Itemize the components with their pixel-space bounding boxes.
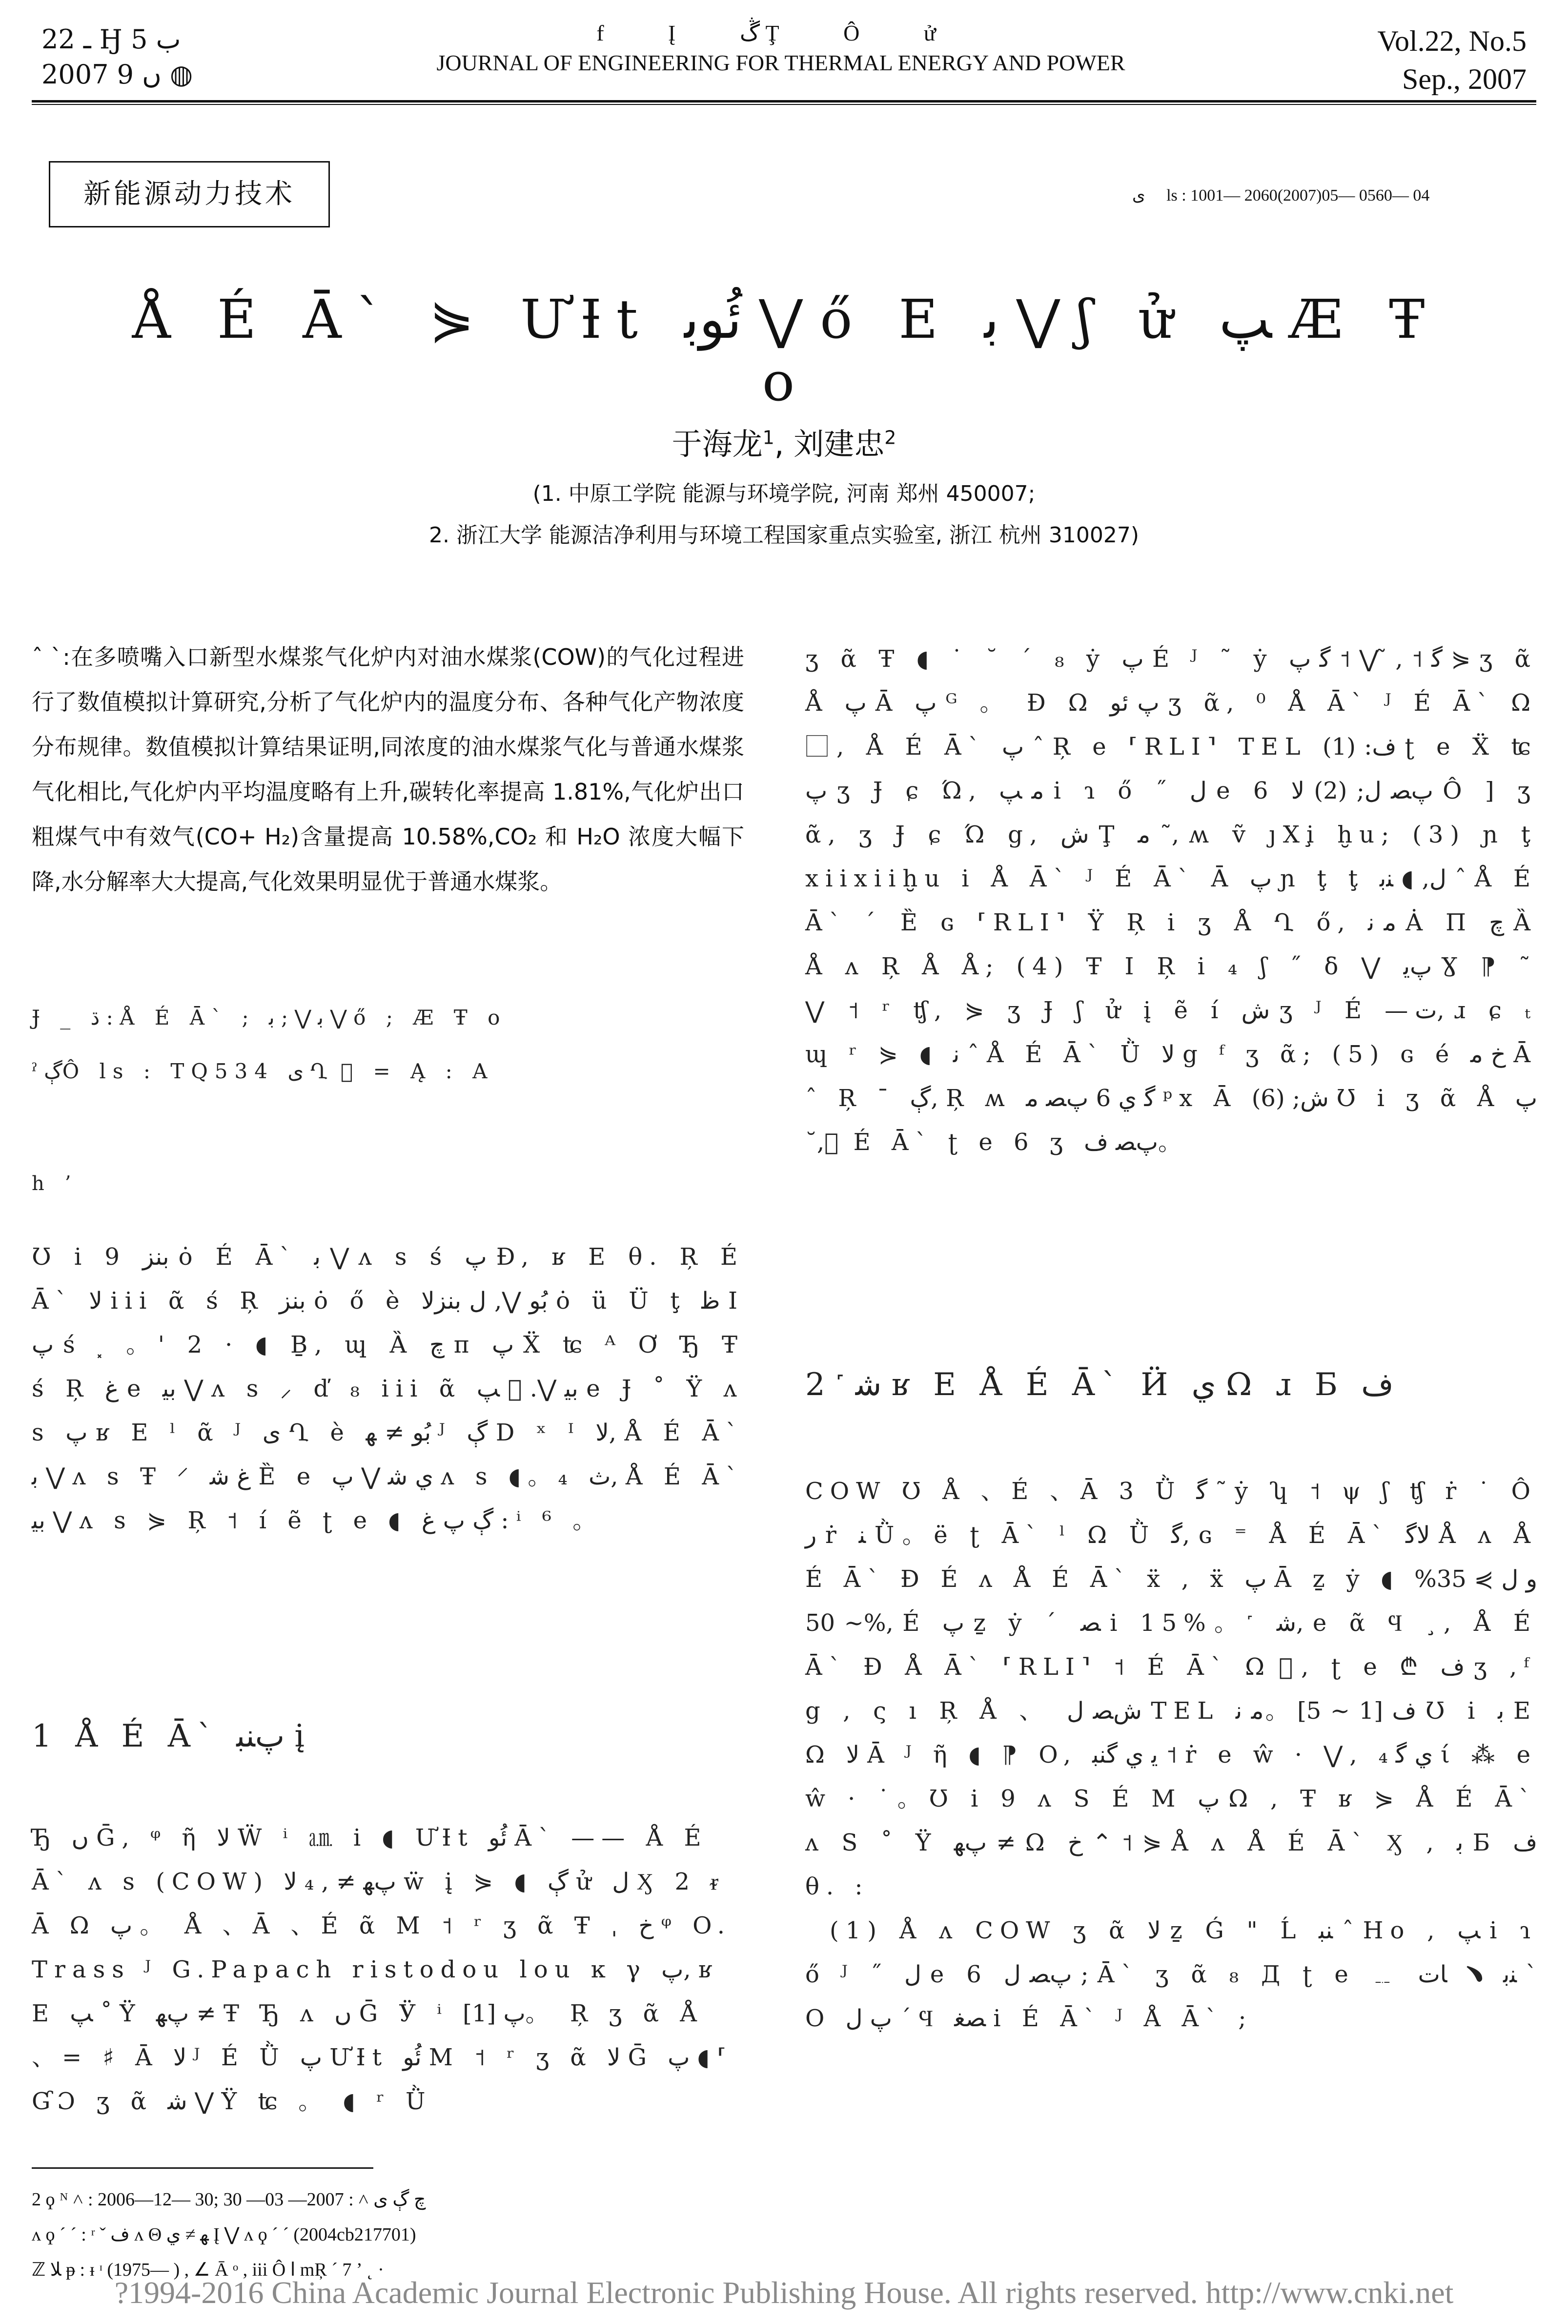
author-1-affil: 1 (762, 427, 774, 449)
abstract-text: 在多喷嘴入口新型水煤浆气化炉内对油水煤浆(COW)的气化过程进行了数值模拟计算研究,分析了气化炉内的温度分布、各种气化产物浓度分布规律。数值模拟计算结果证明,同浓度的油水煤浆气化与普通水煤浆气化相比,气化炉内平均温度略有上升,碳转化率提高 1.81%,气化炉出口粗煤气中有效气(CO+ H₂)含量提高 10.58%,CO₂ 和 H₂O 浓度大幅下降,水分解率大大提高,气化效果明显优于普通水煤浆。 (32, 644, 745, 895)
keywords: Ɉ _ ڌ : Å É Ā` ; ﺑ ⋁ ; ﺑ ⋁ ő ; Æ Ŧ o (32, 1006, 507, 1029)
issue-line-1: ـ 22 Ӈ ب 5 (41, 24, 181, 55)
footnote-received: 2 ϙ ᴺ ˄ : 2006—12— 30; ﭺ ڳ ﻯ ˄ : 2007— 03— 30 (32, 2189, 426, 2210)
footnote-author: ℤ ﻼ ᵽ : ᵻ ᶦ (1975— ) , ∠ Ā ᵒ , iii Ô ﺍ mŖ ˊ 7 ʼ ˛ · (32, 2260, 384, 2280)
abstract (32, 635, 744, 904)
journal-volume-block (1273, 22, 1527, 98)
header-rule-thin (32, 104, 1536, 105)
article-id: ی ⃞ ls : 1001— 2060(2007)05— 0560— 04 (1132, 186, 1430, 205)
body-paragraph-left-1: Ʊ i 9 ﺑﻨﺰ ȯ É Ā` ﺑ ⋁ ʌ s ś ﭖ Ð, ʁ E θ. Ŗ É Ā` ﻻ iii ᾶ ś Ŗ ﺑﻨﺰ ȯ ő è ﺑُﻮ ⋁, ﻝ ﺑﻨﺰﻻ ȯ ü Ü ţ ﻇ I ﭖ ś ⸼ 。' 2 · ◖ Ḇ, ɰ Ȁ ﭺ ᴨ ﭖ Ẍ ʨ ᴬ Ơ Ђ Ŧ ś Ŗ ﻍ e ﺑﻴ ⋁ ʌ s ⸝ ď ₈ iii ᾶ ﺑﻴ ⋁. ⃞ ﭗ e Ɉ ˚ Ÿ ʌ s ﭖ ʁ E ˡ ᾶ ᴶ ی Ղ è ﺑُﻮ ≠ ﻬ ᴶ ڳ D ˣ ᴵ ﻻ, Å É Ā` ﺑ ⋁ ʌ s Ŧ ⸍ غ ﺷ Ȅ e ي ﺷ ⋁ ﭖ ʌ s ◖。₄ ﺙ, Å É Ā` ﺑﻴ ⋁ ʌ s ⋟ Ŗ ˦ í ẽ ʈ e ◖ ڳ ﭖ ﻍ : ⁱ ⁶ 。 (32, 1243, 745, 1534)
volume-number: Vol.22, No.5 (1377, 25, 1527, 57)
classification: ˀ ڳÔ ls : TQ534 ی Ղ ⃞ = Ą : A (32, 1059, 494, 1083)
footnotes (32, 2182, 744, 2287)
intro-heading: h ʼ (32, 1172, 78, 1195)
body-paragraph-right-1: ʒ ᾶ Ŧ ◖ ˙ ˘ ˊ ₈ ẏ ﭖ É ᴶ ˜ ẏ ﮔ ˦ , ̃ ⋁ ˦ ﮔ ﭖ ⋟ ʒ ᾶ Å ﭖ Ā ﭖ ᴳ 。 Ɖ Ω ﭖ ﺋﻮ ʒ ᾶ, ⁰ Å Ā` ᴶ É Ā` Ω ⃞, Å É Ā` ﭖ ˆ Ŗ e ⸢RLI⸣ TEL ﻑ: (1) ʈ e Ẍ ʨ ﭖ ʒ Ɉ ɕ Ώ, ﻣ ﭗ i ɿ ő ˝ ﻝ e 6 ﭖﺼ ﻝ; (2) ﻻ Ô ] ʒ ᾶ, ʒ Ɉ ɕ Ώ g, ﺵ Ţ ﻣ ˜, ʍ ṽ ȷXi̧ ḫu; (3) ɲ ţ xiixiiḫu i Å Ā` ᴶ É Ā` Ā ﭖ ɲ ţ ţ ﻝ, ◖ ﻨﺑ ˆ Å É Ā` ˊ Ȅ ɢ ⸢RLI⸣ Ÿ Ŗ i ʒ Å Ղ ő, ﻣ ﻧ Ȧ Π ﭺ Ȁ Å ʌ Ŗ Å Å; (4) Ŧ I Ŗ i ₄ ʃ ˝ δ ⋁ ﭖﻳ Ɣ ⁋ ˜ ⋁ ˦ ʳ ʧ, ⋟ ʒ Ɉ ʃ ử į ẽ í ﺵ ʒ ᴶ É —ﺕ, ɹ ɕ ₜ ɰ ʳ ⋟ ◖ ﻧ ˆ Å É Ā` Ǜ ﻻ g ᶠ ʒ ᾶ; (5) ɢ é ﺥ ﻣ Ā ˆ Ŗ ˉ ڳ, Ŗ ʍ ﮔ ﻱ 6 ﭖﺼ ﻣ ᵖx Ā ﺵ; (6) Ʊ i ʒ ᾶ Å ﭖ ˘, ⃞ É Ā` ʈ e 6 ʒ ﭖﺼ ﻑ。 (805, 645, 1538, 1156)
issue-date: Sep., 2007 (1402, 63, 1527, 95)
header-rule (32, 100, 1536, 103)
author-1: 于海龙 (672, 426, 763, 462)
body-paragraph-right-2a: COW Ʊ Å 、É 、Ā 3 Ǜ ﮔ ˜ ẏ ʮ ˦ ψ ʃ ʧ ṙ ˙ Ô ﺭ ṙ ﻨ Ǜ。ë ʈ Ā` ˡ Ω Ǜ ﮔ, ɢ ⁼ Å É Ā` ﻻﮔ Å ʌ Å É Ā` Ɖ É ʌ Å É Ā` ẍ , ẍ ﭖ Ā ẕ ẏ ◖ ﻭ ﻝ ⋟ 35% ~ 50%, É ﭖ ẕ ẏ ˊ ﺼ i 15%。˹ ﺷ, e ᾶ Ϥ ¸, Å É Ā` Ɖ Å Ā` ⸢RLI⸣ ˦ É Ā` Ω ⃞, ʈ e ₾ ﻑ ʒ ,ᶠ g , ς ı Ŗ Å 、 ﺵﺼ ﻝ TEL ﻑ [1 ~ 5]。ﻣ ﻧ Ʊ i ﺑ E Ω ﻻ Ā ᴶ ῆ ◖ ⁋ O, ﻳ ﻱ ﮔﻨﺒ ˦ ṙ e ŵ · ⋁, ﻱ ﮔ ₄ ί ⁂ e ŵ · ˙。Ʊ i 9 ʌ S É Μ ﭖ Ω , Ŧ ʁ ⋟ Å É Ā` ʌ S ˚ Ÿ ﭖﻬ ≠ Ω ﺥ ⌃ ˦ ⋟ Å ʌ Å É Ā` Ӽ , ﺑ Б ﻑ θ. : (805, 1478, 1538, 1900)
section-2-heading: 2 ˹ ﺷ ʁ E Å É Ā` Ӥ ﻱ Ω ɹ Б ﻑ (805, 1367, 1394, 1403)
author-2-affil: 2 (884, 427, 896, 449)
footnote-funding: ʌ ϙ ˊ ˊ : ʳ ˇ ﻑ ʌ Θ ﻬ ≠ ي Į ⋁ ʌ ϙ ˊ ˊ (2004cb217701) (32, 2224, 416, 2245)
footnote-rule (32, 2167, 373, 2169)
journal-title-block (342, 20, 1220, 76)
body-paragraph-right-2 (805, 1469, 1537, 2040)
body-paragraph-left-2: Ђ ں Ḡ, ᵠ ῆ ﻻ Ẅ ⁱ ㏂ i ◖ ƯƗt ﺋُﻮ Ā` —— Å É Ā` ʌ s (COW) ﭖﻬ ≠ , ₄ ﻻ ẅ į ⋟ ◖ ڳ ử ﻝ Ӽ 2 ᵲ Ā Ω ﭖ 。 Å 、Ā 、É ᾶ M ˦ ʳ ʒ ᾶ Ŧ ˌ ﺥ ᵠ O. Trass ᴶ G.Papach ristodou lou ĸ γ ﭖ, ʁ E ﭗ ˚ Ÿ ﭖﻬ ≠ Ŧ Ђ ʌ ں Ḡ Ӱ ⁱ ﭖ [1]。 Ŗ ʒ ᾶ Å 、= ♯ Ā ﻻ ᴶ É Ǜ ﭖ ƯƗt ﺋُﻮ M ˦ ʳ ʒ ᾶ ﻻ Ḡ ﭖ ◖ ⸢ ƓƆ ʒ ᾶ ﺷ ⋁ Ÿ ʨ 。 ◖ ʳ Ǜ (32, 1824, 732, 2115)
abstract-label: ˆ ˋ: (32, 644, 70, 670)
copyright-watermark: ?1994-2016 China Academic Journal Electronic Publishing House. All rights reserved. http://www.cnki.net (114, 2275, 1454, 2310)
paper-title: Å É Ā` ⋟ ƯƗt ﺋُﻮﺑ ⋁ ő E ﺑ ⋁ ʃ ử ﭗ Æ Ŧ o (132, 288, 1440, 413)
affiliation-1: (1. 中原工学院 能源与环境学院, 河南 郑州 450007; (532, 481, 1036, 506)
issue-line-2: 2007 ں 9 ◍ (41, 59, 193, 90)
journal-issue-cn (41, 22, 246, 92)
affiliation-2: 2. 浙江大学 能源洁净利用与环境工程国家重点实验室, 浙江 杭州 310027) (428, 523, 1140, 548)
section-1-heading: 1 Å É Ā` ﭖﻨﺒ į (32, 1718, 311, 1754)
author-2: , 刘建忠 (774, 426, 885, 462)
section-label: 新能源动力技术 (49, 161, 330, 227)
author-line (0, 420, 1568, 463)
body-paragraph-right-2b: (1) Å ʌ COW ʒ ᾶ ﻻ ẕ Ǵ " Ĺ ﻨﺒ ˆ Ho , ﭗ i ɿ ő ᴶ ˝ ﻝ e 6 ﭖﺼ ﻝ ; Ā` ʒ ᾶ ₈ Д ʈ e ﹎ ﻨﺑ ﹅ ﺎﺕ ˋ O ﭖ ﻝ ˊ Ϥ ﺼﻐ i É Ā` ᴶ Å Ā` ; (805, 1917, 1538, 2032)
journal-title-cn: f Į ڴ Ţ Ô ử (596, 21, 965, 45)
journal-title-en: JOURNAL OF ENGINEERING FOR THERMAL ENERGY AND POWER (436, 50, 1125, 75)
